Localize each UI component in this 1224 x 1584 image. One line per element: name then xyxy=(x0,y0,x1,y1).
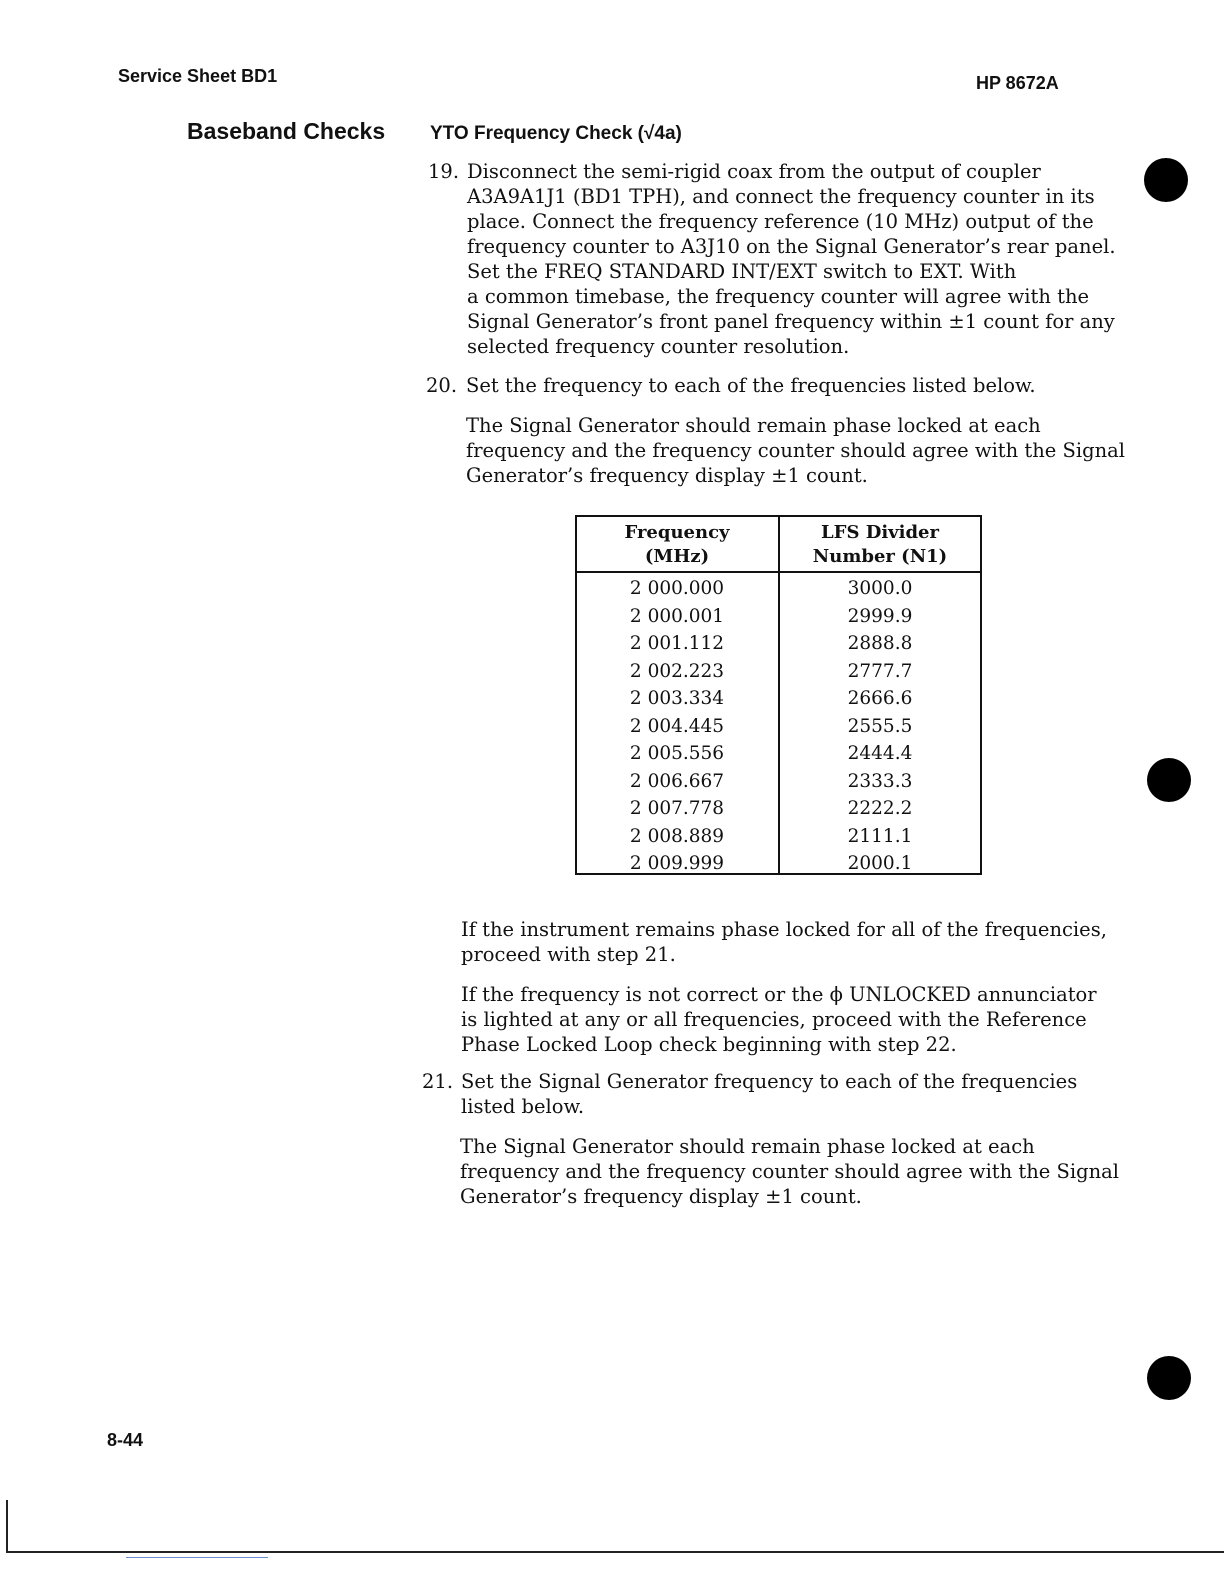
subsection-title: YTO Frequency Check (√4a) xyxy=(430,123,682,144)
text-line: Generator’s frequency display ±1 count. xyxy=(466,464,868,487)
header-line: (MHz) xyxy=(644,546,710,567)
divider-number-column xyxy=(780,575,980,878)
table-cell-frequency: 2 001.112 xyxy=(629,633,725,654)
step-21-text xyxy=(461,1069,1077,1119)
frequency-table xyxy=(575,515,982,875)
scan-edge-mark xyxy=(6,1500,8,1552)
table-cell-frequency: 2 006.667 xyxy=(629,770,725,792)
text-line: place. Connect the frequency reference (10 MHz) output of the xyxy=(467,210,1094,233)
header-line: LFS Divider xyxy=(821,522,939,543)
table-cell-divider: 2999.9 xyxy=(847,605,913,627)
text-line: frequency counter to A3J10 on the Signal Generator’s rear panel. xyxy=(467,235,1116,258)
table-cell-divider: 2888.8 xyxy=(847,633,913,654)
text-line: Set the FREQ STANDARD INT/EXT switch to EXT. With xyxy=(467,260,1017,283)
binder-hole xyxy=(1144,158,1188,202)
header-line: Number (N1) xyxy=(812,546,948,567)
text-line: The Signal Generator should remain phase locked at each xyxy=(460,1135,1035,1158)
model-label: HP 8672A xyxy=(976,73,1059,93)
text-line: A3A9A1J1 (BD1 TPH), and connect the frequency counter in its xyxy=(467,185,1095,208)
table-cell-frequency: 2 008.889 xyxy=(629,825,725,847)
frequency-column xyxy=(577,575,777,878)
table-cell-divider: 2111.1 xyxy=(847,825,913,847)
table-cell-frequency: 2 009.999 xyxy=(629,853,725,874)
table-cell-frequency: 2 000.000 xyxy=(629,578,725,599)
text-line: If the instrument remains phase locked for all of the frequencies, xyxy=(461,918,1107,941)
sheet-label: Service Sheet BD1 xyxy=(118,66,278,86)
text-line: If the frequency is not correct or the ϕ UNLOCKED annunciator xyxy=(461,983,1097,1006)
table-cell-frequency: 2 003.334 xyxy=(629,688,725,709)
text-line: selected frequency counter resolution. xyxy=(467,335,850,358)
table-cell-divider: 2777.7 xyxy=(847,660,913,682)
table-cell-frequency: 2 004.445 xyxy=(629,715,725,737)
table-cell-divider: 2444.4 xyxy=(847,743,913,764)
phase-locked-paragraph xyxy=(461,917,1107,967)
table-cell-frequency: 2 007.778 xyxy=(629,798,725,819)
step-21-number: 21. xyxy=(422,1070,454,1093)
table-cell-divider: 2666.6 xyxy=(847,688,913,709)
step-21-note xyxy=(460,1134,1119,1209)
table-cell-divider: 2333.3 xyxy=(847,770,913,792)
text-line: Phase Locked Loop check beginning with step 22. xyxy=(461,1033,957,1056)
text-line: a common timebase, the frequency counter will agree with the xyxy=(467,285,1090,308)
table-cell-frequency: 2 005.556 xyxy=(629,743,725,764)
section-title: Baseband Checks xyxy=(187,118,386,144)
text-line: proceed with step 21. xyxy=(461,943,676,966)
text-line: Disconnect the semi-rigid coax from the output of coupler xyxy=(467,160,1041,183)
binder-hole xyxy=(1147,1356,1191,1400)
table-cell-divider: 2555.5 xyxy=(847,715,913,737)
text-line: frequency and the frequency counter should agree with the Signal xyxy=(460,1160,1120,1183)
unlocked-paragraph xyxy=(461,982,1097,1057)
step-20-text: Set the frequency to each of the frequencies listed below. xyxy=(466,374,1036,397)
text-line: Set the Signal Generator frequency to each of the frequencies xyxy=(461,1070,1078,1093)
table-cell-frequency: 2 002.223 xyxy=(629,660,725,682)
table-cell-divider: 3000.0 xyxy=(847,578,913,599)
header-lfs-divider xyxy=(780,521,980,569)
text-line: frequency and the frequency counter should agree with the Signal xyxy=(466,439,1126,462)
text-line: The Signal Generator should remain phase locked at each xyxy=(466,414,1041,437)
text-line: is lighted at any or all frequencies, proceed with the Reference xyxy=(461,1008,1087,1031)
step-19-text xyxy=(467,159,1116,359)
step-20-number: 20. xyxy=(426,374,458,397)
header-line: Frequency xyxy=(624,522,730,543)
bottom-rule xyxy=(6,1551,1224,1553)
header-frequency xyxy=(577,521,777,569)
table-cell-divider: 2222.2 xyxy=(847,798,913,819)
text-line: Signal Generator’s front panel frequency within ±1 count for any xyxy=(467,310,1115,333)
step-20-note xyxy=(466,413,1125,488)
binder-hole xyxy=(1147,758,1191,802)
text-line: listed below. xyxy=(461,1095,585,1118)
page-number: 8-44 xyxy=(107,1430,144,1450)
step-19-number: 19. xyxy=(428,160,460,183)
table-cell-frequency: 2 000.001 xyxy=(629,605,725,627)
scan-blue-mark xyxy=(126,1557,268,1558)
table-cell-divider: 2000.1 xyxy=(847,853,913,874)
table-header-rule xyxy=(577,571,980,573)
text-line: Generator’s frequency display ±1 count. xyxy=(460,1185,862,1208)
